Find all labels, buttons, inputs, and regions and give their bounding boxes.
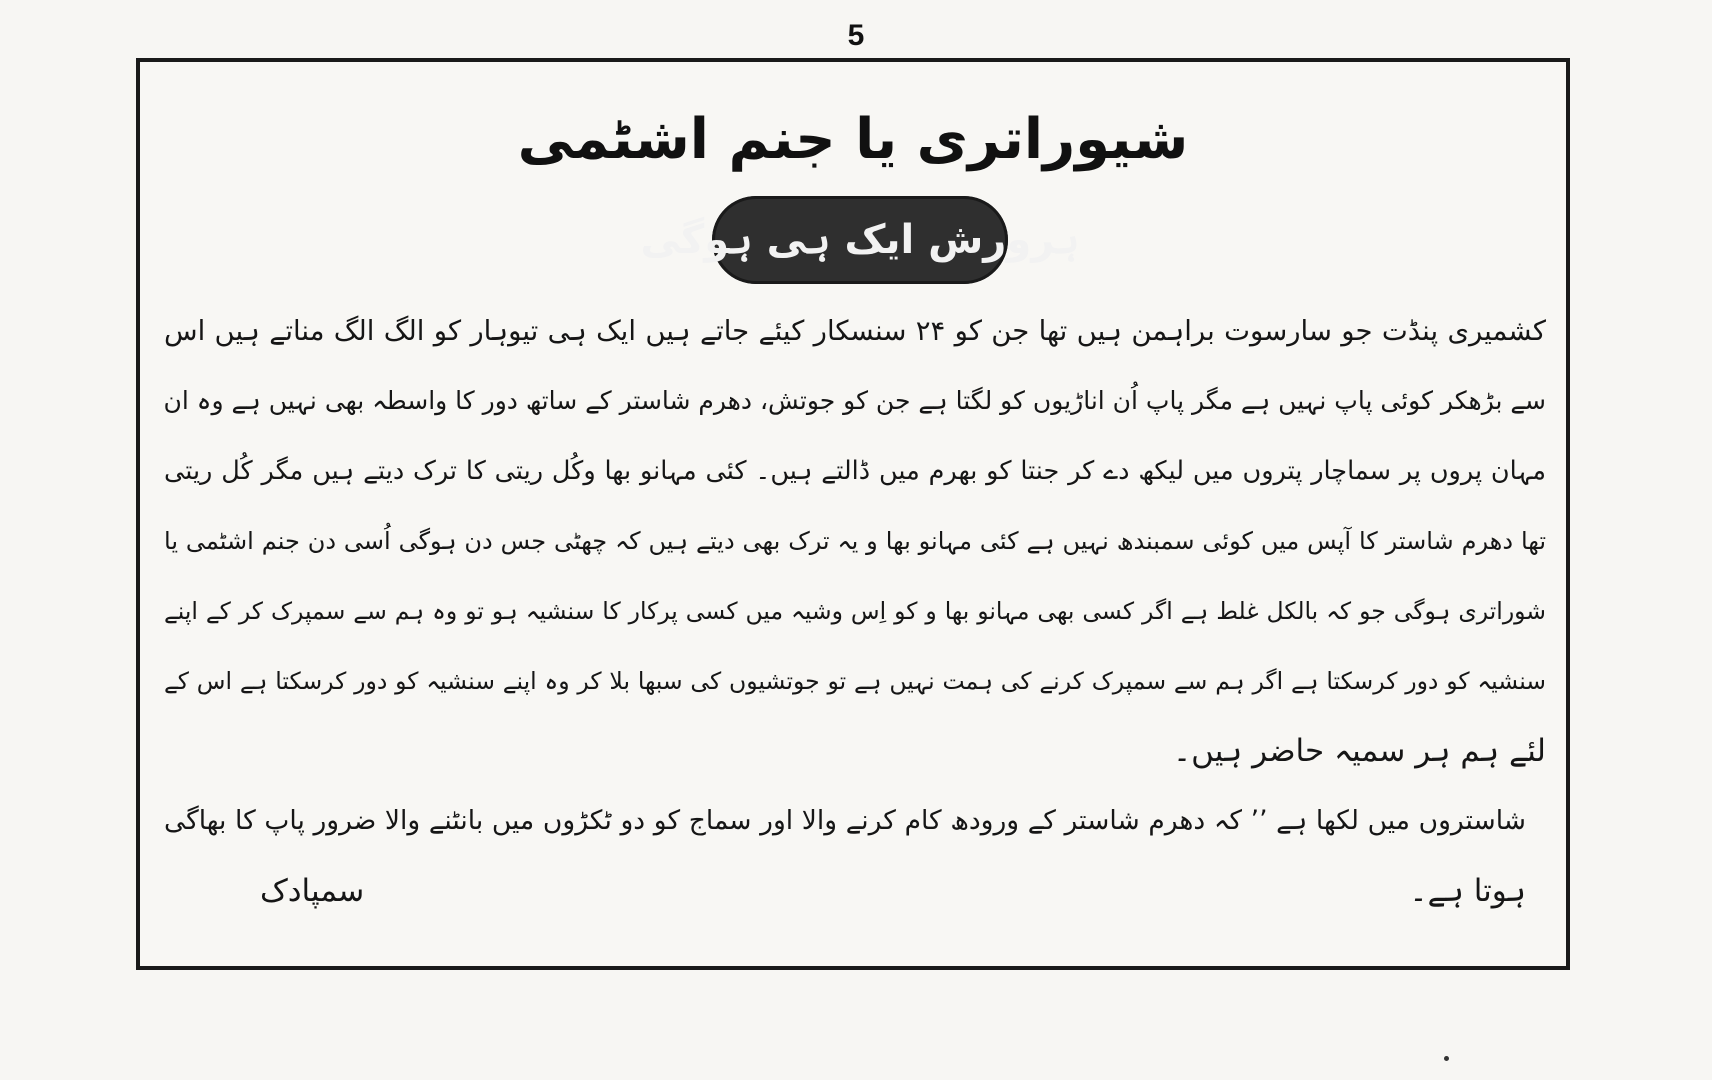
paragraph-1-line: کشمیری پنڈت جو سارسوت براہمن ہیں تھا جن کو ۲۴ سنسکار کیئے جاتے ہیں ایک ہی تیوہار کو الگ الگ مناتے ہیں اس: [164, 315, 1546, 347]
article-frame: [136, 58, 1570, 970]
scan-speck: [1444, 1056, 1449, 1061]
paragraph-1-line: لئے ہم ہر سمیہ حاضر ہیں۔: [1172, 733, 1546, 769]
article-body: [164, 296, 1546, 926]
paragraph-1-line: تھا دھرم شاستر کا آپس میں کوئی سمبندھ نہیں ہے کئی مہانو بھا و یہ ترک بھی دیتے ہیں کہ چھٹی جس دن ہوگی اُسی دن جنم اشٹمی یا: [164, 527, 1547, 555]
paragraph-1-line: سنشیہ کو دور کرسکتا ہے اگر ہم سے سمپرک کرنے کی ہمت نہیں ہے تو جوتشیوں کی سبھا بلا کر وہ اپنے سنشیہ کو دور کرسکتا ہے اس کے: [164, 667, 1546, 695]
editor-signature: سمپادک: [260, 873, 365, 909]
article-title: شیوراتری یا جنم اشٹمی: [517, 107, 1189, 172]
paragraph-2-line: شاستروں میں لکھا ہے ’’ کہ دھرم شاستر کے ورودھ کام کرنے والا اور سماج کو دو ٹکڑوں میں بانٹنے والا ضرور پاپ کا بھاگی: [164, 805, 1526, 836]
article-subtitle: ہرورش ایک ہی ہوگی: [640, 217, 1080, 263]
paragraph-1-line: مہان پروں پر سماچار پتروں میں لیکھ دے کر جنتا کو بھرم میں ڈالتے ہیں۔ کئی مہانو بھا وکُل ریتی کا ترک دیتے ہیں مگر کُل ریتی: [164, 456, 1546, 486]
subtitle-banner: [640, 196, 1080, 284]
closing-row: [164, 856, 1546, 926]
paragraph-2-line: ہوتا ہے۔: [1409, 873, 1526, 909]
paragraph-1-line: سے بڑھکر کوئی پاپ نہیں ہے مگر پاپ اُن اناڑیوں کو لگتا ہے جن کو جوتش، دھرم شاستر کے ساتھ دور کا واسطہ بھی نہیں ہے وہ ان: [163, 386, 1546, 415]
paragraph-1-line: شوراتری ہوگی جو کہ بالکل غلط ہے اگر کسی بھی مہانو بھا و کو اِس وشیہ میں کسی پرکار کا سنشیہ ہو تو وہ ہم سے سمپرک کر کے اپنے: [164, 597, 1546, 625]
page-number: 5: [847, 19, 865, 52]
